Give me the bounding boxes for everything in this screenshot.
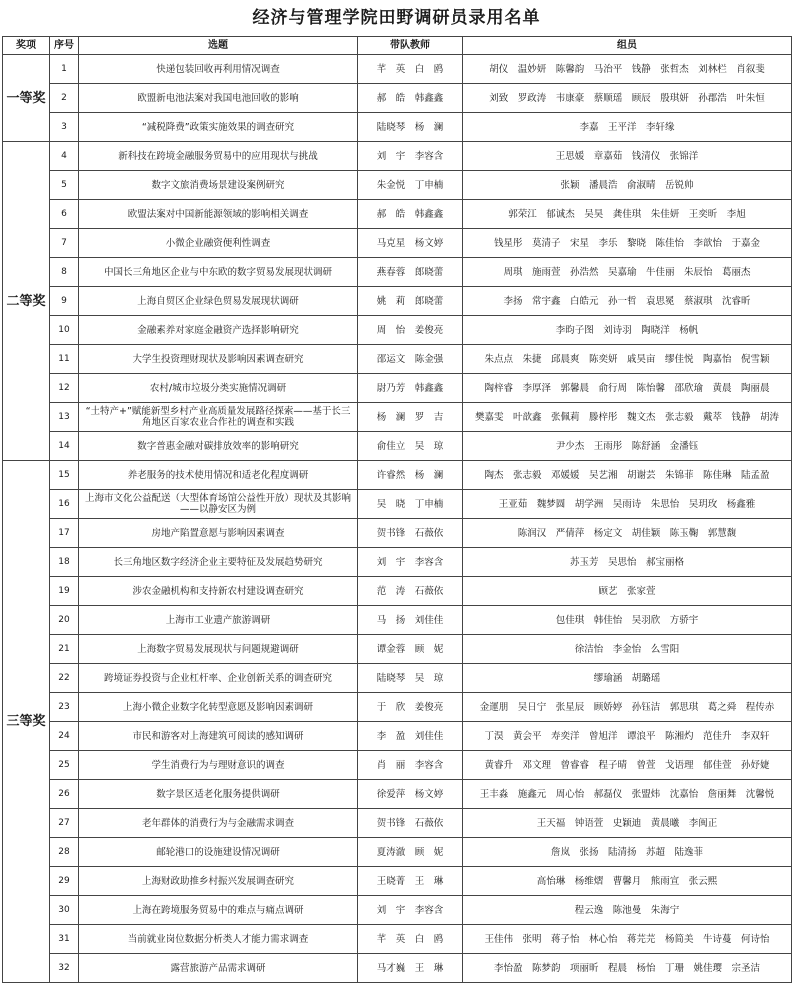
members-cell: 李怡盈 陈梦韵 项丽昕 程晨 杨怡 丁珊 姚佳璎 宗圣洁 <box>463 954 792 983</box>
table-body <box>3 55 792 983</box>
topic-cell: 涉农金融机构和支持新农村建设调查研究 <box>79 577 358 606</box>
teachers-cell: 燕春蓉 郎晓蕾 <box>358 258 463 287</box>
topic-cell: 长三角地区数字经济企业主要特征及发展趋势研究 <box>79 548 358 577</box>
teachers-cell: 李 盈 刘佳佳 <box>358 722 463 751</box>
topic-cell: 欧盟法案对中国新能源领域的影响相关调查 <box>79 200 358 229</box>
row-number: 7 <box>50 229 79 258</box>
members-cell: 张颖 潘晨浩 俞淑晴 岳锐帅 <box>463 171 792 200</box>
members-cell: 詹岚 张扬 陆清扬 苏超 陆逸菲 <box>463 838 792 867</box>
table-row <box>3 664 792 693</box>
teachers-cell: 贺书锋 石薇依 <box>358 809 463 838</box>
topic-cell: 露营旅游产品需求调研 <box>79 954 358 983</box>
table-row <box>3 954 792 983</box>
topic-cell: “土特产+”赋能新型乡村产业高质量发展路径探索——基于长三角地区百家农业合作社的调查和实践 <box>79 403 358 432</box>
teachers-cell: 刘 宇 李容含 <box>358 142 463 171</box>
topic-cell: 邮轮港口的设施建设情况调研 <box>79 838 358 867</box>
members-cell: 顾艺 张家萱 <box>463 577 792 606</box>
table-row <box>3 751 792 780</box>
award-cell: 一等奖 <box>3 55 50 142</box>
topic-cell: 欧盟新电池法案对我国电池回收的影响 <box>79 84 358 113</box>
members-cell: 王天福 钟语萱 史颖迪 黄晨曦 李闽正 <box>463 809 792 838</box>
topic-cell: 上海数字贸易发展现状与问题规避调研 <box>79 635 358 664</box>
row-number: 21 <box>50 635 79 664</box>
row-number: 28 <box>50 838 79 867</box>
header-award: 奖项 <box>3 37 50 55</box>
header-topic: 选题 <box>79 37 358 55</box>
topic-cell: 大学生投资理财现状及影响因素调查研究 <box>79 345 358 374</box>
members-cell: 李昀子图 刘诗羽 陶晓洋 杨帆 <box>463 316 792 345</box>
table-row <box>3 867 792 896</box>
teachers-cell: 尉乃芳 韩鑫鑫 <box>358 374 463 403</box>
topic-cell: 上海在跨境服务贸易中的难点与痛点调研 <box>79 896 358 925</box>
teachers-cell: 刘 宇 李容含 <box>358 896 463 925</box>
members-cell: 丁淏 黄会平 寿奕洋 曾旭洋 谭浪平 陈湘灼 范佳升 李双轩 <box>463 722 792 751</box>
row-number: 15 <box>50 461 79 490</box>
topic-cell: 当前就业岗位数据分析类人才能力需求调查 <box>79 925 358 954</box>
roster-table <box>2 36 792 983</box>
row-number: 5 <box>50 171 79 200</box>
row-number: 4 <box>50 142 79 171</box>
members-cell: 周琪 施雨萱 孙浩然 吴嘉瑜 牛佳丽 朱辰怡 葛丽杰 <box>463 258 792 287</box>
members-cell: 黄睿升 邓文理 曾睿睿 程子晴 曾萱 戈语理 郁佳萱 孙妤婕 <box>463 751 792 780</box>
row-number: 19 <box>50 577 79 606</box>
topic-cell: 上海小微企业数字化转型意愿及影响因素调研 <box>79 693 358 722</box>
members-cell: 陶梓睿 李厚泽 郭馨晨 俞行周 陈怡馨 邵欣瑜 黄晨 陶丽晨 <box>463 374 792 403</box>
table-row <box>3 577 792 606</box>
teachers-cell: 夏涛澈 顾 妮 <box>358 838 463 867</box>
teachers-cell: 周 怡 姜俊亮 <box>358 316 463 345</box>
members-cell: 高怡琳 杨维熠 曹馨月 熊雨宣 张云熙 <box>463 867 792 896</box>
row-number: 16 <box>50 490 79 519</box>
teachers-cell: 郝 皓 韩鑫鑫 <box>358 84 463 113</box>
members-cell: 尹少杰 王雨彤 陈舒涵 金潘钰 <box>463 432 792 461</box>
table-row <box>3 925 792 954</box>
members-cell: 包佳琪 韩佳怡 吴羽欣 方骄宇 <box>463 606 792 635</box>
table-row <box>3 461 792 490</box>
page-title: 经济与管理学院田野调研员录用名单 <box>252 8 541 28</box>
members-cell: 胡仪 温妙妍 陈馨韵 马治平 钱静 张哲杰 刘林栏 肖叙斐 <box>463 55 792 84</box>
topic-cell: 房地产陷置意愿与影响因素调查 <box>79 519 358 548</box>
teachers-cell: 范 涛 石薇依 <box>358 577 463 606</box>
members-cell: 苏玉芳 吴思怡 郝宝丽格 <box>463 548 792 577</box>
members-cell: 王思媛 章嘉茹 钱清仪 张锦洋 <box>463 142 792 171</box>
teachers-cell: 谭金蓉 顾 妮 <box>358 635 463 664</box>
topic-cell: 上海市工业遗产旅游调研 <box>79 606 358 635</box>
members-cell: 钱星彤 莫清子 宋星 李乐 黎晓 陈佳怡 李歆怡 于嘉金 <box>463 229 792 258</box>
members-cell: 陶杰 张志毅 邓媛媛 吴艺湘 胡谢芸 朱锦菲 陈佳琳 陆孟盈 <box>463 461 792 490</box>
members-cell: 金運朋 吴日宁 张星辰 顾娇婷 孙钰洁 郭思琪 葛之舜 程传赤 <box>463 693 792 722</box>
members-cell: 郭荣江 郁诚杰 吴昊 龚佳琪 朱佳妍 王奕昕 李旭 <box>463 200 792 229</box>
table-row <box>3 432 792 461</box>
topic-cell: 老年群体的消费行为与金融需求调查 <box>79 809 358 838</box>
award-cell: 二等奖 <box>3 142 50 461</box>
table-row <box>3 142 792 171</box>
table-row <box>3 229 792 258</box>
row-number: 27 <box>50 809 79 838</box>
topic-cell: 学生消费行为与理财意识的调查 <box>79 751 358 780</box>
table-row <box>3 838 792 867</box>
award-cell: 三等奖 <box>3 461 50 983</box>
table-row <box>3 403 792 432</box>
row-number: 32 <box>50 954 79 983</box>
teachers-cell: 姚 莉 郎晓蕾 <box>358 287 463 316</box>
row-number: 11 <box>50 345 79 374</box>
teachers-cell: 邵运文 陈金强 <box>358 345 463 374</box>
row-number: 23 <box>50 693 79 722</box>
row-number: 18 <box>50 548 79 577</box>
members-cell: 朱点点 朱捷 邱晨爽 陈奕妍 戚昊亩 缪佳悦 陶嘉怡 倪雪颖 <box>463 345 792 374</box>
row-number: 3 <box>50 113 79 142</box>
teachers-cell: 马才巍 王 琳 <box>358 954 463 983</box>
members-cell: 王佳伟 张明 蒋子怡 林心怡 蒋芫芫 杨简美 牛诗蔓 何诗怡 <box>463 925 792 954</box>
table-row <box>3 780 792 809</box>
row-number: 8 <box>50 258 79 287</box>
topic-cell: 小微企业融资便利性调查 <box>79 229 358 258</box>
table-row <box>3 490 792 519</box>
teachers-cell: 许睿然 杨 澜 <box>358 461 463 490</box>
table-row <box>3 55 792 84</box>
table-row <box>3 345 792 374</box>
members-cell: 李扬 常宇鑫 白皓元 孙一哲 袁思冕 蔡淑琪 沈睿昕 <box>463 287 792 316</box>
teachers-cell: 芊 英 白 鸥 <box>358 55 463 84</box>
row-number: 12 <box>50 374 79 403</box>
table-row <box>3 374 792 403</box>
row-number: 20 <box>50 606 79 635</box>
members-cell: 王丰淼 施鑫元 周心怡 郝磊仪 张盟炜 沈嘉怡 詹丽舞 沈馨悦 <box>463 780 792 809</box>
members-cell: 缪瑜涵 胡璐瑶 <box>463 664 792 693</box>
row-number: 30 <box>50 896 79 925</box>
row-number: 24 <box>50 722 79 751</box>
teachers-cell: 于 欣 姜俊亮 <box>358 693 463 722</box>
row-number: 29 <box>50 867 79 896</box>
topic-cell: 上海自贸区企业绿色贸易发展现状调研 <box>79 287 358 316</box>
teachers-cell: 吴 晓 丁申楠 <box>358 490 463 519</box>
topic-cell: 数字景区适老化服务提供调研 <box>79 780 358 809</box>
row-number: 13 <box>50 403 79 432</box>
teachers-cell: 贺书锋 石薇依 <box>358 519 463 548</box>
topic-cell: 上海市文化公益配送（大型体育场馆公益性开放）现状及其影响——以静安区为例 <box>79 490 358 519</box>
row-number: 6 <box>50 200 79 229</box>
members-cell: 樊嘉雯 叶歆鑫 张佩莉 滕梓彤 魏文杰 张志毅 戴萃 钱静 胡涛 <box>463 403 792 432</box>
row-number: 14 <box>50 432 79 461</box>
topic-cell: 金融素养对家庭金融资产选择影响研究 <box>79 316 358 345</box>
members-cell: 程云逸 陈池曼 朱海宁 <box>463 896 792 925</box>
table-row <box>3 519 792 548</box>
table-header-row <box>3 37 792 55</box>
teachers-cell: 徐爱萍 杨文婷 <box>358 780 463 809</box>
teachers-cell: 俞佳立 吴 琼 <box>358 432 463 461</box>
row-number: 10 <box>50 316 79 345</box>
row-number: 2 <box>50 84 79 113</box>
members-cell: 王亚茹 魏梦圆 胡学洲 吴雨诗 朱思怡 吴玥玫 杨鑫雅 <box>463 490 792 519</box>
row-number: 22 <box>50 664 79 693</box>
table-row <box>3 635 792 664</box>
topic-cell: 跨境证券投资与企业杠杆率、企业创新关系的调查研究 <box>79 664 358 693</box>
topic-cell: 养老服务的技术使用情况和适老化程度调研 <box>79 461 358 490</box>
members-cell: 徐洁怡 李金怡 么雪阳 <box>463 635 792 664</box>
table-row <box>3 548 792 577</box>
row-number: 31 <box>50 925 79 954</box>
topic-cell: 市民和游客对上海建筑可阅读的感知调研 <box>79 722 358 751</box>
members-cell: 刘致 罗政涛 韦康豪 蔡顺瑶 顾辰 殷琪妍 孙郡浩 叶朱恒 <box>463 84 792 113</box>
table-row <box>3 896 792 925</box>
row-number: 25 <box>50 751 79 780</box>
row-number: 26 <box>50 780 79 809</box>
teachers-cell: 刘 宇 李容含 <box>358 548 463 577</box>
topic-cell: 新科技在跨境金融服务贸易中的应用现状与挑战 <box>79 142 358 171</box>
topic-cell: 快递包装回收再利用情况调查 <box>79 55 358 84</box>
table-row <box>3 113 792 142</box>
teachers-cell: 王晓菁 王 琳 <box>358 867 463 896</box>
table-row <box>3 258 792 287</box>
members-cell: 陈润汉 严倩萍 杨定文 胡佳颖 陈玉鞠 郭慧馥 <box>463 519 792 548</box>
topic-cell: “减税降费”政策实施效果的调查研究 <box>79 113 358 142</box>
row-number: 9 <box>50 287 79 316</box>
table-row <box>3 809 792 838</box>
members-cell: 李嘉 王平洋 李轩缘 <box>463 113 792 142</box>
teachers-cell: 马克星 杨文婷 <box>358 229 463 258</box>
header-number: 序号 <box>50 37 79 55</box>
row-number: 17 <box>50 519 79 548</box>
table-row <box>3 316 792 345</box>
teachers-cell: 朱金悦 丁申楠 <box>358 171 463 200</box>
table-row <box>3 84 792 113</box>
teachers-cell: 马 扬 刘佳佳 <box>358 606 463 635</box>
table-row <box>3 693 792 722</box>
table-row <box>3 722 792 751</box>
teachers-cell: 郝 皓 韩鑫鑫 <box>358 200 463 229</box>
topic-cell: 农村/城市垃圾分类实施情况调研 <box>79 374 358 403</box>
header-members: 组员 <box>463 37 792 55</box>
row-number: 1 <box>50 55 79 84</box>
table-row <box>3 171 792 200</box>
teachers-cell: 陆晓琴 吴 琼 <box>358 664 463 693</box>
topic-cell: 数字文旅消费场景建设案例研究 <box>79 171 358 200</box>
table-row <box>3 287 792 316</box>
table-row <box>3 200 792 229</box>
topic-cell: 中国长三角地区企业与中东欧的数字贸易发展现状调研 <box>79 258 358 287</box>
topic-cell: 上海财政助推乡村振兴发展调查研究 <box>79 867 358 896</box>
teachers-cell: 陆晓琴 杨 澜 <box>358 113 463 142</box>
teachers-cell: 杨 澜 罗 吉 <box>358 403 463 432</box>
teachers-cell: 芊 英 白 鸥 <box>358 925 463 954</box>
teachers-cell: 肖 丽 李容含 <box>358 751 463 780</box>
topic-cell: 数字普惠金融对碳排放效率的影响研究 <box>79 432 358 461</box>
table-row <box>3 606 792 635</box>
header-teachers: 带队教师 <box>358 37 463 55</box>
